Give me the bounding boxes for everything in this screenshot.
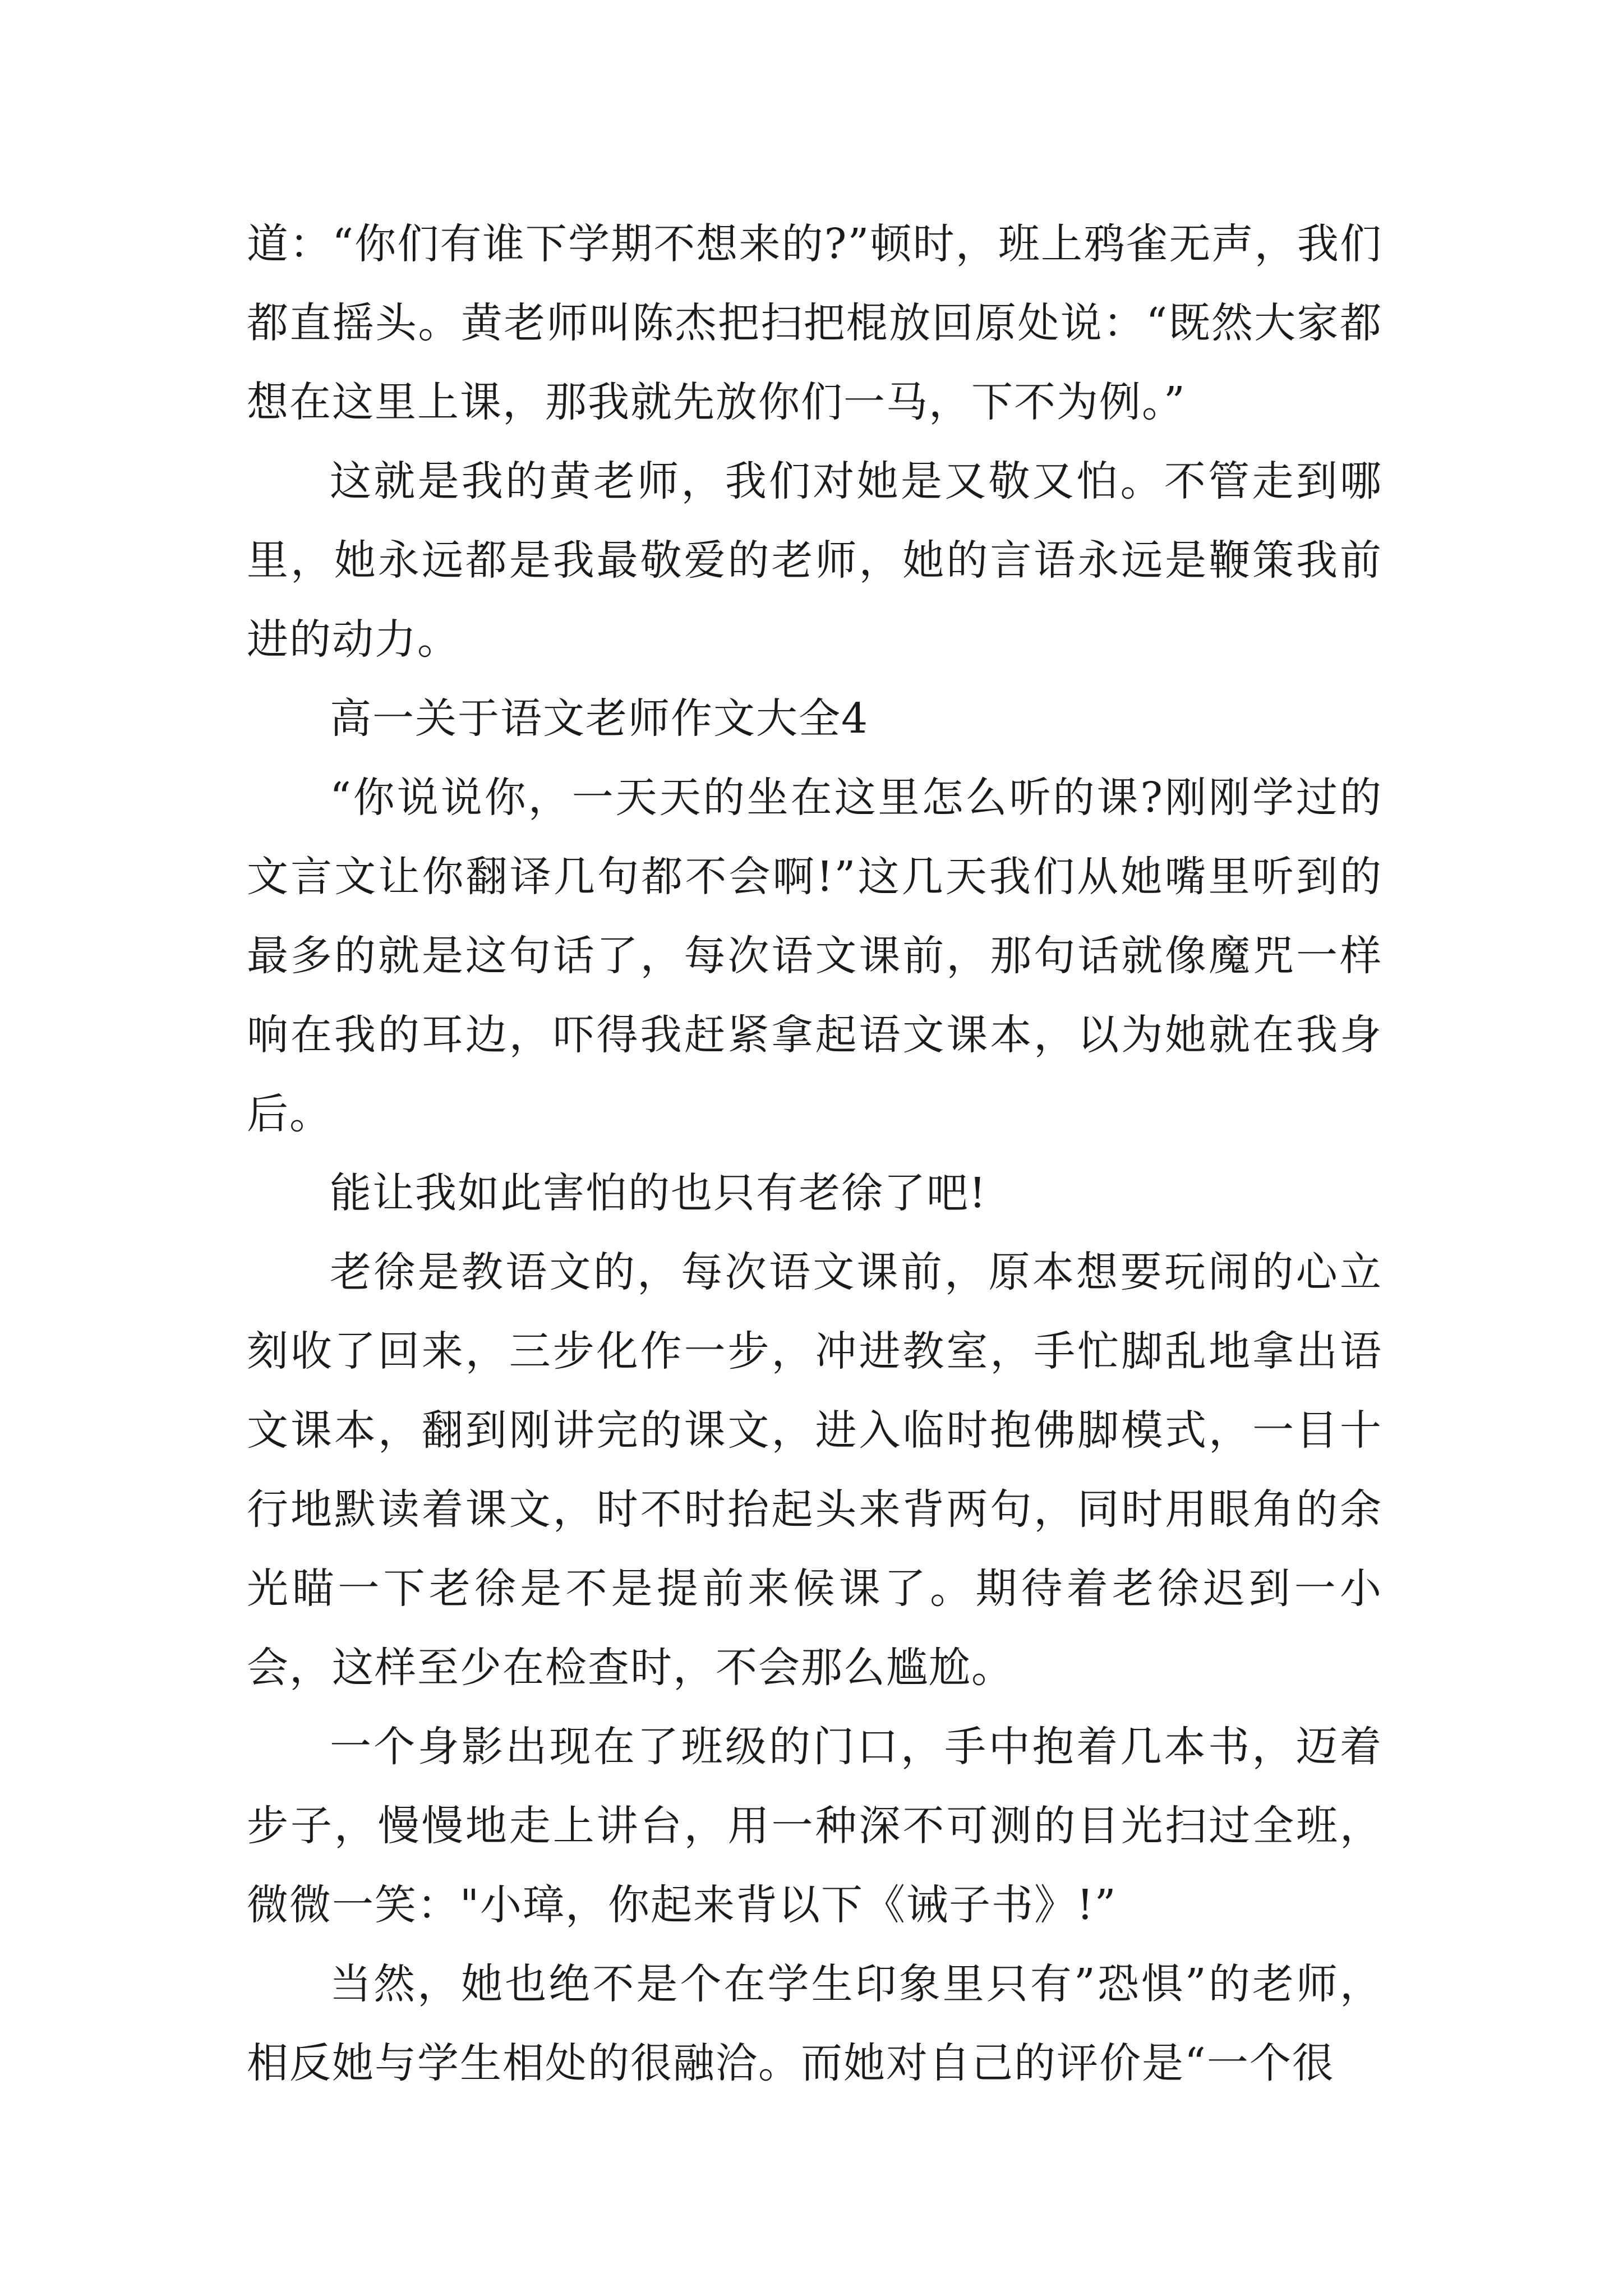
paragraph-continuation: 道：“你们有谁下学期不想来的?”顿时，班上鸦雀无声，我们都直摇头。黄老师叫陈杰把扫把棍放回原处说：“既然大家都想在这里上课，那我就先放你们一马，下不为例。” — [247, 220, 1382, 426]
paragraph: “你说说你，一天天的坐在这里怎么听的课?刚刚学过的文言文让你翻译几句都不会啊!”这几天我们从她嘴里听到的最多的就是这句话了，每次语文课前，那句话就像魔咒一样响在我的耳边，吓得我赶紧拿起语文课本，以为她就在我身后。 — [247, 774, 1382, 1138]
paragraph: 一个身影出现在了班级的门口，手中抱着几本书，迈着步子，慢慢地走上讲台，用一种深不可测的目光扫过全班，微微一笑："小璋，你起来背以下《诫子书》!” — [247, 1723, 1382, 1929]
paragraph: 当然，她也绝不是个在学生印象里只有”恐惧”的老师，相反她与学生相处的很融洽。而她对自己的评价是“一个很 — [247, 1960, 1382, 2087]
document-body — [247, 205, 1382, 2103]
paragraph: 能让我如此害怕的也只有老徐了吧! — [330, 1169, 987, 1217]
paragraph: 老徐是教语文的，每次语文课前，原本想要玩闹的心立刻收了回来，三步化作一步，冲进教室，手忙脚乱地拿出语文课本，翻到刚讲完的课文，进入临时抱佛脚模式，一目十行地默读着课文，时不时抬起头来背两句，同时用眼角的余光瞄一下老徐是不是提前来候课了。期待着老徐迟到一小会，这样至少在检查时，不会那么尴尬。 — [247, 1248, 1382, 1692]
section-heading: 高一关于语文老师作文大全4 — [330, 694, 869, 743]
paragraph: 这就是我的黄老师，我们对她是又敬又怕。不管走到哪里，她永远都是我最敬爱的老师，她的言语永远是鞭策我前进的动力。 — [247, 457, 1382, 664]
